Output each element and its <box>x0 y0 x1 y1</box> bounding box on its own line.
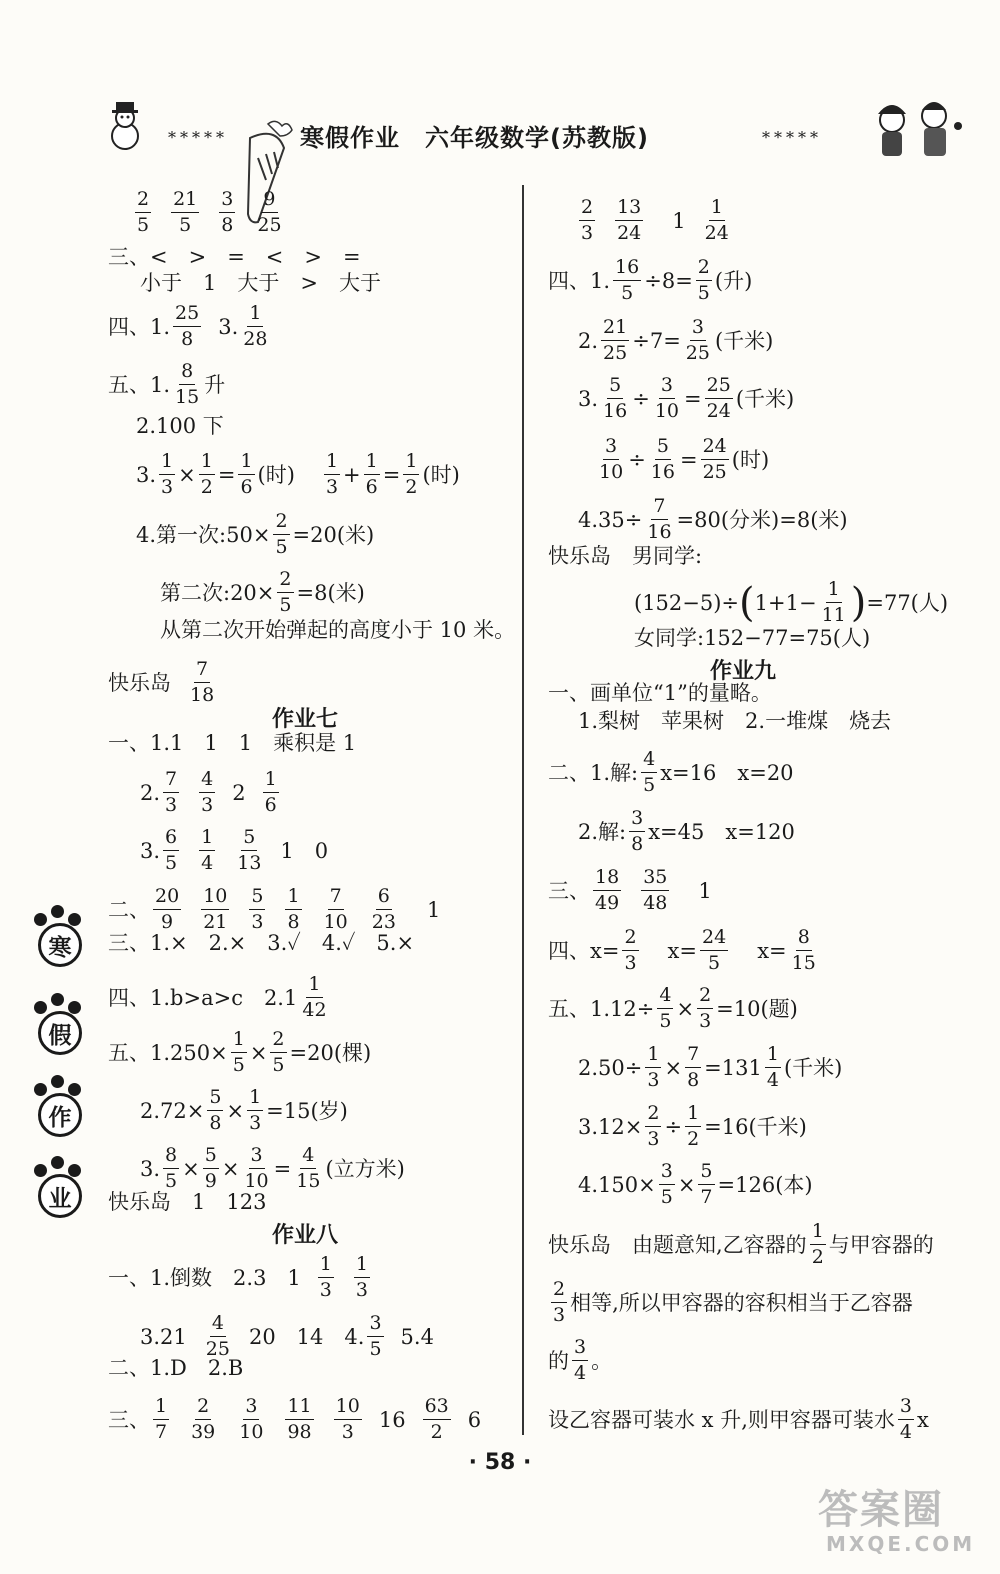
answer-line: 四、1.b>a>c 2.1 1 42 <box>108 973 327 1021</box>
answer-line: 2.100 下 <box>136 414 224 438</box>
paw-icon-3 <box>30 1075 86 1141</box>
header-decoration-right <box>868 96 968 168</box>
header-decoration-left <box>100 98 160 158</box>
page-number: · 58 · <box>468 1450 532 1475</box>
answer-line: 4.第一次:50× $\frac{2}{5}$ =20(米) <box>136 510 375 558</box>
answer-line: 快乐岛 7 18 <box>108 658 215 706</box>
answer-line: 3.12× $\frac{2}{3}$ ÷ $\frac{1}{2}$ =16(千米) <box>578 1102 807 1150</box>
section-heading-7: 作业七 <box>272 707 339 732</box>
answer-line: 二、1.D 2.B <box>108 1356 244 1380</box>
answer-line: (152−5)÷ ( 1+1− $\frac{1}{11}$ ) =77(人) <box>634 578 949 626</box>
answer-line: 2.50÷ $\frac{1}{3}$ × $\frac{7}{8}$ =131 1 4 (千米) <box>578 1043 843 1091</box>
answer-line: 2.解: 3 8 x=45 x=120 <box>578 807 795 855</box>
answer-line: 3. $\frac{5}{16}$ ÷ $\frac{3}{10}$ = $\frac{25}{24}$ (千米) <box>578 374 795 422</box>
answer-line: 2. 7 3 4 3 2 1 6 <box>140 768 277 816</box>
answer-line: 第二次:20× $\frac{2}{5}$ =8(米) <box>160 568 365 616</box>
answer-line: 三、 1 7 2 39 3 10 11 98 10 3 16 63 2 6 <box>108 1395 482 1443</box>
answer-line: 1.梨树 苹果树 2.一堆煤 烧去 <box>578 709 892 733</box>
watermark-url: MXQE.COM <box>826 1532 976 1556</box>
answer-line: 三、 18 49 35 48 1 <box>548 866 712 914</box>
answer-line: $\frac{3}{10}$ ÷ $\frac{5}{16}$ = $\frac{24}{25}$ (时) <box>599 435 770 483</box>
answer-line: 小于 1 大于 > 大于 <box>140 271 381 295</box>
answer-line: 2 3 相等,所以甲容器的容积相当于乙容器 <box>553 1278 913 1326</box>
answer-line: 2 5 21 5 3 8 9 25 <box>137 188 282 236</box>
answer-line: 三、1.× 2.× 3.✓ 4.✓ 5.× <box>108 931 415 955</box>
answer-line: 2. $\frac{21}{25}$ ÷7= $\frac{3}{25}$ (千米) <box>578 316 774 364</box>
section-heading-8: 作业八 <box>272 1223 339 1248</box>
page-header-title: 寒假作业 六年级数学(苏教版) <box>300 124 649 152</box>
header-stars-left: ***** <box>168 128 228 147</box>
answer-line: 4.150× $\frac{3}{5}$ × $\frac{5}{7}$ =126(本) <box>578 1160 813 1208</box>
answer-line: 二、 20 9 10 21 5 3 1 8 7 10 6 23 1 <box>108 885 441 933</box>
paw-icon-1 <box>30 905 86 971</box>
column-divider <box>522 185 524 1435</box>
paw-label: 业 <box>38 1174 82 1218</box>
answer-line: 女同学:152−77=75(人) <box>634 626 871 650</box>
answer-line: 的 3 4 。 <box>548 1336 613 1384</box>
paw-label: 寒 <box>38 923 82 967</box>
answer-line: 3.21 4 25 20 14 4. 3 5 5.4 <box>140 1312 434 1360</box>
section-heading-9: 作业九 <box>710 659 777 684</box>
answer-line: 3. $\frac{8}{5}$ × $\frac{5}{9}$ × $\frac{3}{10}$ = $\frac{4}{15}$ (立方米) <box>140 1144 405 1192</box>
header-stars-right: ***** <box>762 128 822 147</box>
answer-line: 一、1.倒数 2.3 1 1 3 1 3 <box>108 1253 368 1301</box>
paw-label: 假 <box>38 1011 82 1055</box>
answer-line: 2.72× $\frac{5}{8}$ × $\frac{1}{3}$ =15(岁) <box>140 1086 348 1134</box>
answer-line: 五、1. 8 15 升 <box>108 360 226 408</box>
watermark-logo: 答案圈 <box>818 1487 944 1533</box>
answer-line: 一、画单位“1”的量略。 <box>548 681 772 705</box>
answer-line: 4.35÷ $\frac{7}{16}$ =80(分米)=8(米) <box>578 495 848 543</box>
answer-line: 四、1. 25 8 3. 1 28 <box>108 302 268 350</box>
paw-icon-2 <box>30 993 86 1059</box>
paw-icon-4 <box>30 1156 86 1222</box>
paw-label: 作 <box>38 1093 82 1137</box>
answer-line: 快乐岛 男同学: <box>548 544 703 568</box>
answer-line: 五、1.250× $\frac{1}{5}$ × $\frac{2}{5}$ =20(棵) <box>108 1028 372 1076</box>
answer-line: 快乐岛 1 123 <box>108 1190 267 1214</box>
answer-line: 设乙容器可装水 x 升,则甲容器可装水 3 4 x <box>548 1395 929 1443</box>
answer-line: 从第二次开始弹起的高度小于 10 米。 <box>160 618 516 642</box>
answer-line: 五、1.12÷ $\frac{4}{5}$ × $\frac{2}{3}$ =10(题) <box>548 984 798 1032</box>
answer-line: 二、1.解: 4 5 x=16 x=20 <box>548 748 794 796</box>
answer-line: 2 3 13 24 1 1 24 <box>581 196 729 244</box>
answer-line: 三、< > = < > = <box>108 245 361 269</box>
answer-line: 一、1.1 1 1 乘积是 1 <box>108 731 357 755</box>
answer-line: 四、1. $\frac{16}{5}$ ÷8= $\frac{2}{5}$ (升) <box>548 256 753 304</box>
answer-line: 3. 6 5 1 4 5 13 1 0 <box>140 826 329 874</box>
answer-line: 3. $\frac{1}{3}$ × $\frac{1}{2}$ = $\frac{1}{6}$ (时) 1 3 + $\frac{1}{6}$ = $\frac{1}{2}$ (时) <box>136 450 460 498</box>
answer-line: 快乐岛 由题意知,乙容器的 1 2 与甲容器的 <box>548 1220 934 1268</box>
answer-line: 四、x= $\frac{2}{3}$ x= $\frac{24}{5}$ x= $\frac{8}{15}$ <box>548 926 816 974</box>
